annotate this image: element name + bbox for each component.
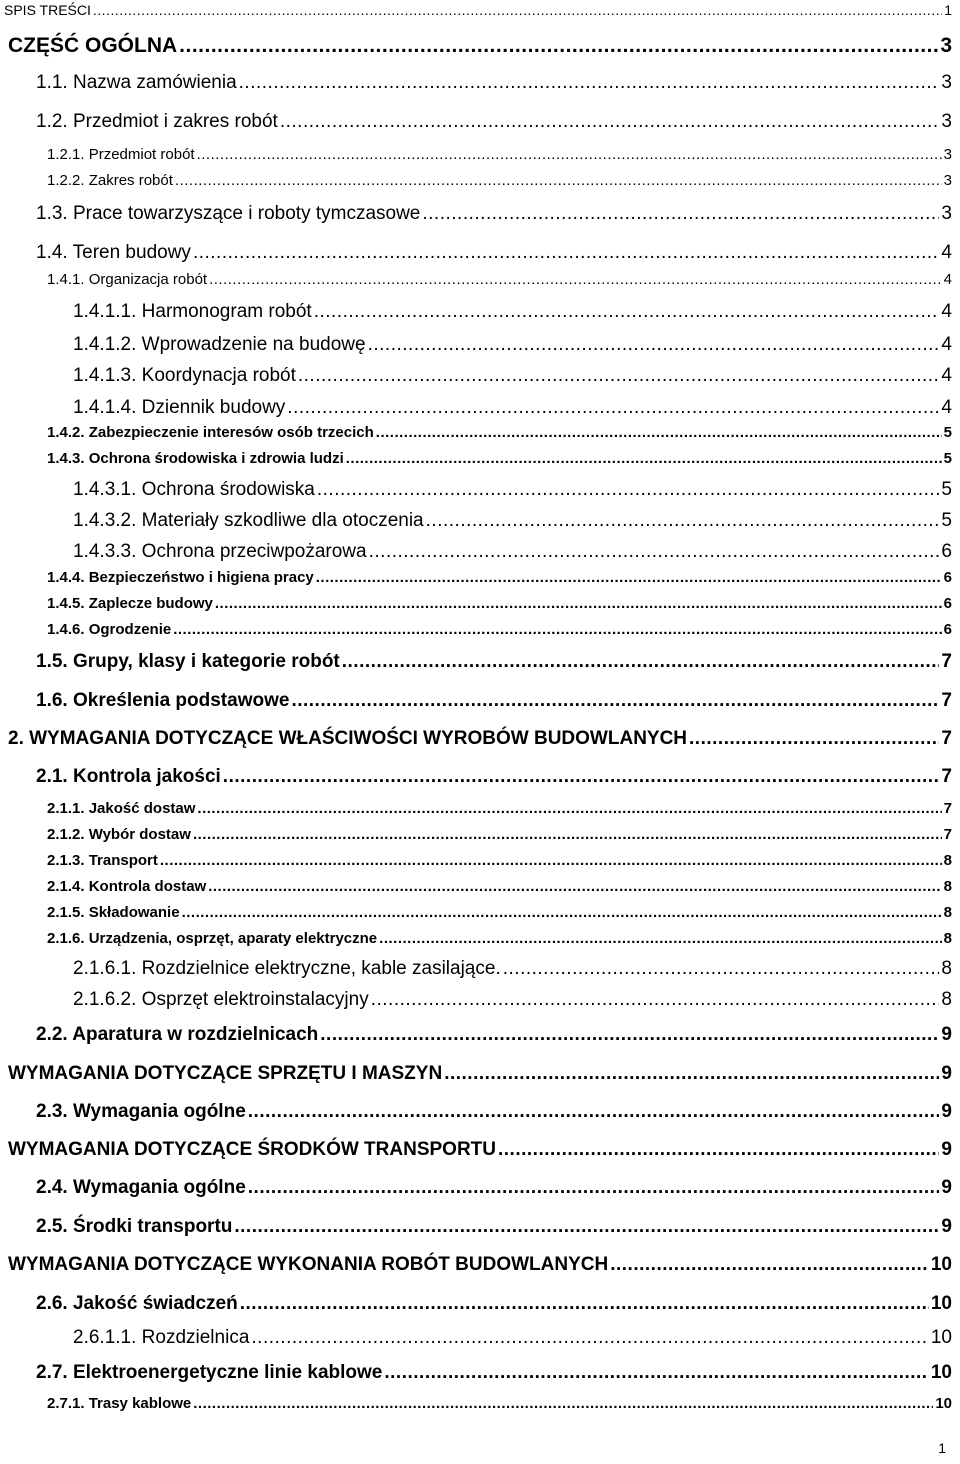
toc-entry-title: 2.6. Jakość świadczeń — [36, 1293, 238, 1314]
toc-leader-dots — [503, 958, 940, 980]
toc-entry-title: 1.1. Nazwa zamówienia — [36, 72, 237, 93]
toc-entry-title: 1.2.2. Zakres robót — [47, 172, 173, 189]
toc-entry[interactable] — [47, 569, 952, 586]
toc-entry[interactable] — [36, 111, 952, 133]
toc-entry[interactable] — [47, 904, 952, 921]
toc-leader-dots — [314, 301, 940, 323]
toc-entry[interactable] — [73, 479, 952, 501]
toc-entry-page: 5 — [941, 479, 952, 500]
toc-entry-title: 2.7. Elektroenergetyczne linie kablowe — [36, 1362, 383, 1383]
toc-leader-dots — [342, 651, 940, 673]
toc-entry-page: 4 — [941, 301, 952, 322]
toc-entry-page: 6 — [943, 595, 952, 612]
toc-entry-title: 2.7.1. Trasy kablowe — [47, 1395, 192, 1412]
toc-header-page: 1 — [944, 2, 952, 18]
toc-entry-title: 1.4. Teren budowy — [36, 242, 191, 263]
toc-leader-dots — [371, 989, 940, 1011]
toc-leader-dots — [291, 690, 939, 712]
toc-entry-page: 4 — [941, 242, 952, 263]
toc-entry-page: 3 — [941, 111, 952, 132]
toc-leader-dots — [298, 365, 940, 387]
toc-leader-dots — [193, 1395, 933, 1412]
toc-header-title: SPIS TREŚCI — [4, 2, 91, 18]
toc-leader-dots — [422, 203, 939, 225]
toc-leader-dots — [689, 728, 939, 750]
toc-entry-page: 4 — [941, 365, 952, 386]
toc-leader-dots — [376, 424, 942, 441]
toc-entry-title: 2.1.5. Składowanie — [47, 904, 180, 921]
toc-entry-page: 9 — [941, 1101, 952, 1122]
toc-entry[interactable] — [73, 510, 952, 532]
toc-entry[interactable] — [47, 172, 952, 189]
toc-entry-title: 1.4.5. Zaplecze budowy — [47, 595, 213, 612]
toc-entry[interactable] — [47, 146, 952, 163]
toc-entry-page: 8 — [943, 904, 952, 921]
toc-leader-dots — [320, 1024, 939, 1046]
toc-entry[interactable] — [47, 595, 952, 612]
toc-leader-dots — [234, 1216, 939, 1238]
toc-leader-dots — [193, 242, 939, 264]
toc-entry-title: 1.4.3.1. Ochrona środowiska — [73, 479, 315, 500]
toc-entry[interactable] — [73, 397, 952, 419]
toc-leader-dots — [369, 541, 940, 563]
toc-entry-title: 2.1.6.1. Rozdzielnice elektryczne, kable zasilające. — [73, 958, 501, 979]
toc-entry-title: 2.1.2. Wybór dostaw — [47, 826, 191, 843]
toc-entry-title: CZĘŚĆ OGÓLNA — [8, 34, 178, 57]
toc-entry[interactable] — [73, 1327, 952, 1349]
toc-entry[interactable] — [73, 989, 952, 1011]
toc-entry-title: 2.1.4. Kontrola dostaw — [47, 878, 207, 895]
toc-entry-title: 1.4.1.3. Koordynacja robót — [73, 365, 296, 386]
toc-entry[interactable] — [36, 1177, 952, 1199]
toc-entry-page: 10 — [930, 1254, 952, 1275]
toc-leader-dots — [368, 334, 940, 356]
toc-leader-dots — [223, 766, 940, 788]
toc-entry-title: 1.2. Przedmiot i zakres robót — [36, 111, 278, 132]
toc-leader-dots — [248, 1101, 940, 1123]
toc-entry-page: 6 — [941, 541, 952, 562]
toc-entry-page: 8 — [943, 930, 952, 947]
toc-leader-dots — [197, 146, 942, 163]
toc-entry-title: 1.4.1.1. Harmonogram robót — [73, 301, 312, 322]
toc-entry[interactable] — [47, 826, 952, 843]
toc-entry-title: 2.2. Aparatura w rozdzielnicach — [36, 1024, 319, 1045]
toc-leader-dots — [251, 1327, 928, 1349]
toc-entry-title: 2.3. Wymagania ogólne — [36, 1101, 246, 1122]
toc-entry-page: 7 — [941, 728, 952, 749]
toc-entry-title: 2.5. Środki transportu — [36, 1216, 233, 1237]
toc-entry[interactable] — [47, 930, 952, 947]
toc-entry-title: 1.4.1. Organizacja robót — [47, 271, 208, 288]
toc-entry[interactable] — [8, 728, 952, 750]
toc-entry[interactable] — [8, 1063, 952, 1085]
toc-entry[interactable] — [47, 852, 952, 869]
toc-entry-title: 1.5. Grupy, klasy i kategorie robót — [36, 651, 340, 672]
toc-entry-title: 1.2.1. Przedmiot robót — [47, 146, 195, 163]
toc-entry-page: 3 — [941, 72, 952, 93]
toc-entry[interactable] — [8, 1254, 952, 1276]
toc-entry-page: 7 — [943, 826, 952, 843]
toc-leader-dots — [215, 595, 942, 612]
toc-leader-dots — [498, 1139, 939, 1161]
toc-leader-dots — [280, 111, 940, 133]
toc-entry-title: WYMAGANIA DOTYCZĄCE WYKONANIA ROBÓT BUDOWLANYCH — [8, 1254, 609, 1275]
toc-entry[interactable] — [36, 651, 952, 673]
toc-entry-title: 1.4.1.4. Dziennik budowy — [73, 397, 286, 418]
toc-entry[interactable] — [73, 365, 952, 387]
toc-leader-dots — [193, 826, 942, 843]
toc-entry-page: 6 — [943, 569, 952, 586]
toc-entry-page: 4 — [941, 334, 952, 355]
toc-entry-page: 3 — [943, 172, 952, 189]
toc-entry-title: 2.1. Kontrola jakości — [36, 766, 221, 787]
toc-entry[interactable] — [8, 34, 952, 58]
toc-entry-page: 3 — [941, 203, 952, 224]
toc-leader-dots — [379, 930, 942, 947]
toc-entry[interactable] — [36, 72, 952, 94]
toc-leader-dots — [175, 172, 942, 189]
toc-entry-page: 4 — [941, 397, 952, 418]
page-number: 1 — [938, 1440, 946, 1456]
toc-leader-dots — [317, 479, 940, 501]
toc-entry-title: 2.6.1.1. Rozdzielnica — [73, 1327, 250, 1348]
toc-entry[interactable] — [8, 1139, 952, 1161]
toc-entry-title: 1.4.2. Zabezpieczenie interesów osób trzecich — [47, 424, 374, 441]
toc-entry[interactable] — [36, 242, 952, 264]
toc-leader-dots — [173, 621, 941, 638]
toc-entry-page: 8 — [941, 958, 952, 979]
toc-leader-dots — [209, 271, 942, 288]
toc-entry[interactable] — [73, 958, 952, 980]
toc-entry-page: 9 — [941, 1063, 952, 1084]
toc-entry-page: 9 — [941, 1177, 952, 1198]
toc-entry[interactable] — [36, 1024, 952, 1046]
toc-entry[interactable] — [47, 271, 952, 288]
toc-entry-page: 9 — [941, 1216, 952, 1237]
toc-entry-page: 7 — [941, 651, 952, 672]
toc-entry-page: 10 — [930, 1327, 952, 1348]
toc-leader-dots — [426, 510, 940, 532]
toc-entry-title: 1.6. Określenia podstawowe — [36, 690, 290, 711]
toc-entry[interactable] — [47, 1395, 952, 1412]
toc-entry[interactable] — [47, 878, 952, 895]
toc-entry-title: 1.4.1.2. Wprowadzenie na budowę — [73, 334, 366, 355]
toc-entry-page: 7 — [941, 766, 952, 787]
toc-leader-dots — [384, 1362, 928, 1384]
toc-entry-title: 1.4.6. Ogrodzenie — [47, 621, 172, 638]
toc-entry-title: 1.4.4. Bezpieczeństwo i higiena pracy — [47, 569, 314, 586]
toc-entry-title: 1.4.3.2. Materiały szkodliwe dla otoczenia — [73, 510, 424, 531]
toc-entry-title: 1.4.3. Ochrona środowiska i zdrowia ludzi — [47, 450, 344, 467]
toc-leader-dots — [182, 904, 942, 921]
toc-leader-dots — [444, 1063, 939, 1085]
toc-entry[interactable] — [73, 334, 952, 356]
toc-entry-page: 3 — [943, 146, 952, 163]
toc-entry[interactable] — [36, 203, 952, 225]
toc-leader-dots — [346, 450, 942, 467]
toc-entry-page: 8 — [943, 878, 952, 895]
toc-entry-page: 10 — [935, 1395, 952, 1412]
toc-entry-title: WYMAGANIA DOTYCZĄCE ŚRODKÓW TRANSPORTU — [8, 1139, 496, 1160]
toc-entry-page: 5 — [943, 424, 952, 441]
toc-entry-page: 6 — [943, 621, 952, 638]
toc-entry[interactable] — [47, 621, 952, 638]
toc-entry-page: 7 — [941, 690, 952, 711]
toc-entry-title: 1.3. Prace towarzyszące i roboty tymczasowe — [36, 203, 421, 224]
toc-entry-title: 1.4.3.3. Ochrona przeciwpożarowa — [73, 541, 367, 562]
toc-entry-title: 2. WYMAGANIA DOTYCZĄCE WŁAŚCIWOŚCI WYROBÓW BUDOWLANYCH — [8, 728, 688, 749]
toc-entry[interactable] — [47, 800, 952, 817]
toc-leader-dots — [160, 852, 942, 869]
toc-entry[interactable] — [73, 301, 952, 323]
toc-entry[interactable] — [36, 1216, 952, 1238]
toc-entry-page: 9 — [941, 1024, 952, 1045]
toc-entry[interactable] — [36, 690, 952, 712]
toc-entry[interactable] — [47, 450, 952, 467]
toc-entry-title: 2.4. Wymagania ogólne — [36, 1177, 246, 1198]
toc-entry[interactable] — [47, 424, 952, 441]
toc-entry-page: 5 — [943, 450, 952, 467]
toc-entry[interactable] — [36, 766, 952, 788]
toc-leader-dots — [287, 397, 939, 419]
toc-leader-dots — [208, 878, 941, 895]
toc-leader-dots — [316, 569, 942, 586]
toc-leader-dots — [197, 800, 941, 817]
toc-leader-dots — [240, 1293, 929, 1315]
toc-entry-page: 9 — [941, 1139, 952, 1160]
toc-leader-dots — [610, 1254, 929, 1276]
toc-entry[interactable] — [36, 1101, 952, 1123]
toc-entry-title: 2.1.6. Urządzenia, osprzęt, aparaty elektryczne — [47, 930, 378, 947]
toc-entry-page: 10 — [930, 1293, 952, 1314]
toc-entry-page: 8 — [943, 852, 952, 869]
toc-entry-title: 2.1.3. Transport — [47, 852, 158, 869]
toc-entry-page: 4 — [943, 271, 952, 288]
toc-entry-page: 5 — [941, 510, 952, 531]
toc-entry-page: 3 — [940, 34, 952, 57]
toc-leader-dots — [239, 72, 940, 94]
toc-entry-title: 2.1.1. Jakość dostaw — [47, 800, 196, 817]
toc-leader-dots — [179, 34, 938, 58]
toc-leader-dots — [248, 1177, 940, 1199]
toc-entry[interactable] — [36, 1362, 952, 1384]
toc-entry-title: 2.1.6.2. Osprzęt elektroinstalacyjny — [73, 989, 369, 1010]
toc-entry-title: WYMAGANIA DOTYCZĄCE SPRZĘTU I MASZYN — [8, 1063, 443, 1084]
toc-entry-page: 8 — [941, 989, 952, 1010]
toc-entry-page: 7 — [943, 800, 952, 817]
toc-entry[interactable] — [36, 1293, 952, 1315]
toc-entry[interactable] — [73, 541, 952, 563]
toc-entry-page: 10 — [930, 1362, 952, 1383]
